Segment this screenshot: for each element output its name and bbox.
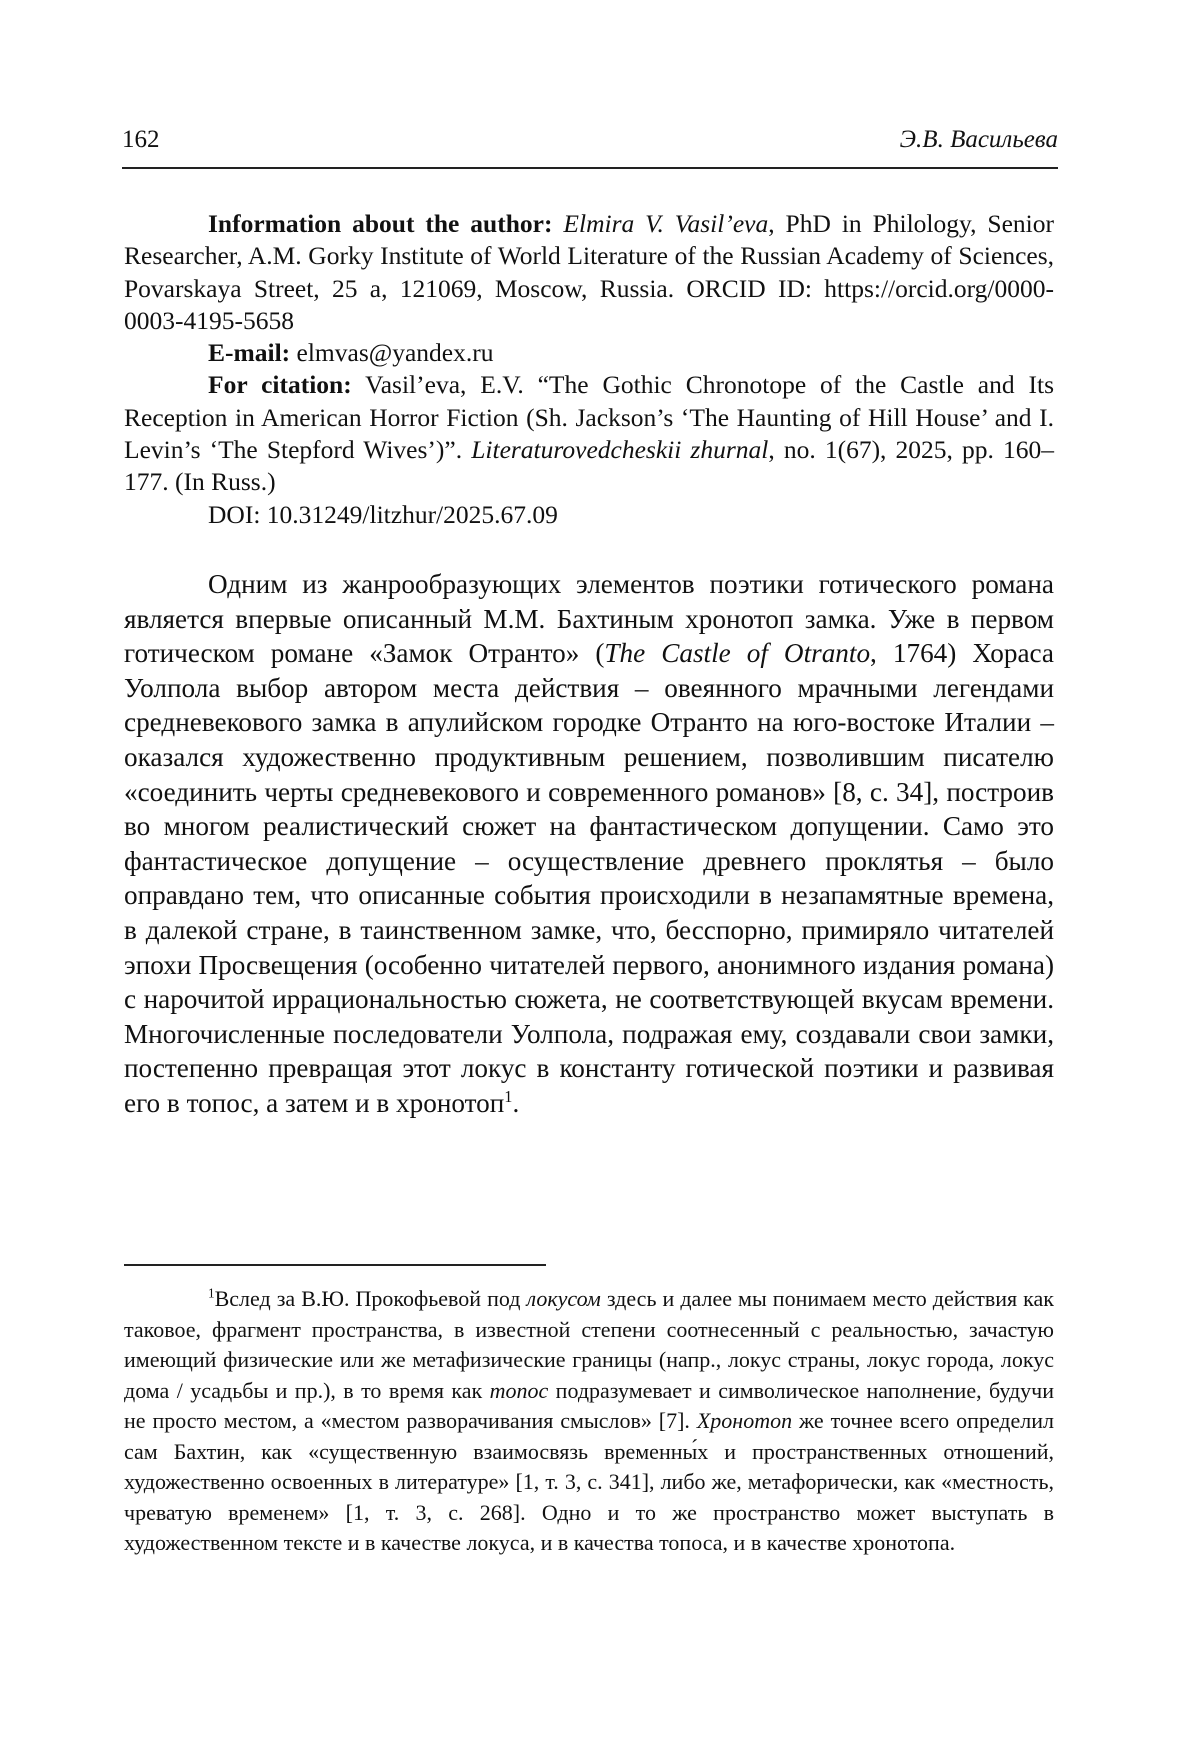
main-text-part-1: Одним из жанрообразующих элементов поэтики готического романа является впервые описанный М.М. Бахтиным хронотоп замка. Уже в первом готическом романе «Замок Отранто» (: [124, 569, 1054, 669]
citation-paragraph: [124, 369, 1054, 498]
author-name: Elmira V. Vasil’eva: [563, 209, 769, 238]
doi: DOI: 10.31249/litzhur/2025.67.09: [208, 499, 558, 529]
footnote-marker: 1: [208, 1285, 215, 1301]
email-address: elmvas@yandex.ru: [290, 338, 494, 368]
footnote-term-chronotope: Хронотоп: [696, 1408, 793, 1433]
footnote-term-locus: локусом: [526, 1286, 601, 1311]
footnote-reference: 1: [504, 1086, 513, 1106]
running-header: [122, 125, 1058, 169]
journal-title: Literaturovedcheskii zhurnal: [471, 435, 769, 465]
footnote: [124, 1284, 1054, 1559]
italic-novel-title: The Castle of Otranto: [604, 638, 871, 669]
citation-label: For citation:: [208, 370, 352, 400]
main-text-part-2: , 1764) Хораса Уолпола выбор автором места действия – овеянного мрачными легендами средневекового замка в апулийском городке Отранто на юго-востоке Италии – оказался художественно продуктивным решением, позволившим писателю «соединить черты средневекового и современного романов» [8, с. 34], построив во многом реалистический сюжет на фантастическом допущении. Само это фантастическое допущение – осуществление древнего проклятья – было оправдано тем, что описанные события происходили в незапамятные времена, в далекой стране, в таинственном замке, что, бесспорно, примиряло читателей эпохи Просвещения (особенно читателей первого, анонимного издания романа) с нарочитой иррациональностью сюжета, не соответствующей вкусам времени. Многочисленные последователи Уолпола, подражая ему, создавали свои замки, постепенно превращая этот локус в константу готической поэтики и развивая его в топос, а затем и в хронотоп: [124, 638, 1055, 1118]
citation-tail: , no. 1(67), 2025, pp. 160–177. (In Russ.): [124, 435, 1055, 497]
main-text-end: .: [512, 1087, 520, 1118]
email-label: E-mail:: [208, 338, 291, 368]
footnote-term-topos: топос: [489, 1377, 549, 1403]
author-info-paragraph: [124, 208, 1054, 337]
footnote-text-3: подразумевает и символическое наполнение, будучи не просто местом, а «местом разворачивания смыслов» [7].: [124, 1377, 1054, 1433]
footnote-text-2: здесь и далее мы понимаем место действия как таковое, фрагмент пространства, в известной степени соотнесенный с реальностью, зачастую имеющий физические или же метафизические границы (напр., локус страны, локус города, локус дома / усадьбы и пр.), в то время как: [124, 1286, 1054, 1403]
main-paragraph: [124, 567, 1054, 1121]
main-text: [124, 567, 1054, 1121]
page-number: 162: [122, 126, 160, 153]
author-affiliation: , PhD in Philology, Senior Researcher, A.M. Gorky Institute of World Literature of the Russian Academy of Sciences, Povarskaya Street, 25 a, 121069, Moscow, Russia. ORCID ID: https://orcid.org/0000-0003-4195-5658: [124, 209, 1054, 335]
email-paragraph: [124, 337, 1054, 369]
citation-text: Vasil’eva, E.V. “The Gothic Chronotope of the Castle and Its Reception in American Horror Fiction (Sh. Jackson’s ‘The Haunting of Hill House’ and I. Levin’s ‘The Stepford Wives’)”.: [124, 370, 1054, 465]
footnote-paragraph: [124, 1284, 1054, 1559]
author-info-label: Information about the author:: [208, 209, 553, 238]
running-head-author: Э.В. Васильева: [899, 126, 1058, 153]
author-information-block: [124, 208, 1054, 531]
footnote-text-1: Вслед за В.Ю. Прокофьевой под: [214, 1286, 527, 1311]
footnote-divider: [124, 1264, 546, 1266]
footnote-text-4: же точнее всего определил сам Бахтин, как «существенную взаимосвязь временны́х и пространственных отношений, художественно освоенных в литературе» [1, т. 3, с. 341], либо же, метафорически, как «местность, чреватую временем» [1, т. 3, с. 268]. Одно и то же пространство может выступать в художественном тексте и в качестве локуса, и в качества топоса, и в качестве хронотопа.: [124, 1408, 1054, 1555]
